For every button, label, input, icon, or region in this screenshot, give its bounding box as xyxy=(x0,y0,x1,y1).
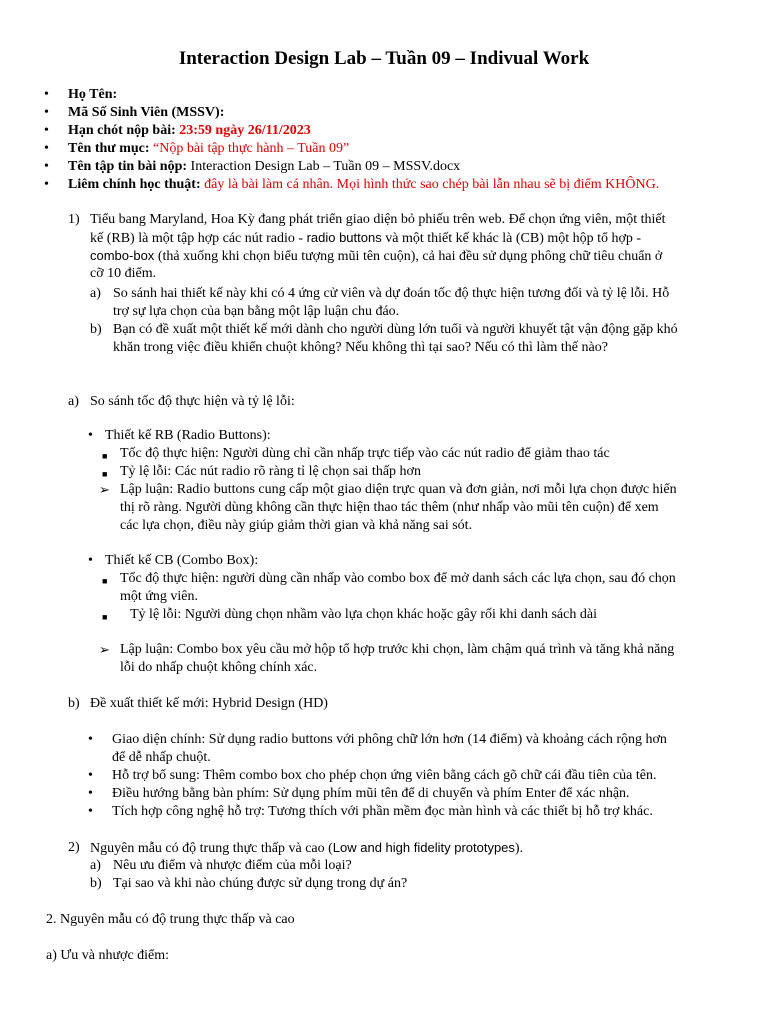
list-item: Lập luận: Combo box yêu cầu mở hộp tổ hợp trước khi chọn, làm chậm quá trình và tăng khả năng xyxy=(120,642,675,657)
question-text xyxy=(90,247,662,266)
question-number: 1) xyxy=(68,212,80,227)
sub-label: a) xyxy=(90,858,101,873)
integrity-line xyxy=(68,176,659,194)
rb-title: Thiết kế RB (Radio Buttons): xyxy=(105,428,271,443)
answer-label: b) xyxy=(68,696,80,711)
folder-label: Tên thư mục: xyxy=(68,141,150,156)
sub-question-text: So sánh hai thiết kế này khi có 4 ứng cử viên và dự đoán tốc độ thực hiện tương đối và tỷ lệ lỗi. Hỗ xyxy=(113,286,670,301)
sub-question-text: khăn trong việc điều khiển chuột không? Nếu không thì tại sao? Nếu có thì làm thế nào? xyxy=(113,340,608,355)
text-span: và một thiết kế khác là (CB) một hộp tổ hợp - xyxy=(381,231,642,246)
file-value: Interaction Design Lab – Tuần 09 – MSSV.docx xyxy=(190,159,461,174)
list-item: để dễ nhấp chuột. xyxy=(112,750,211,765)
page-title: Interaction Design Lab – Tuần 09 – Indivual Work xyxy=(178,48,590,69)
bullet-icon: • xyxy=(88,428,93,443)
bullet-icon: • xyxy=(44,105,49,120)
square-bullet-icon: ■ xyxy=(102,451,108,461)
folder-value: “Nộp bài tập thực hành – Tuần 09” xyxy=(153,141,350,156)
text-span: ). xyxy=(514,841,524,856)
answer-heading: Đề xuất thiết kế mới: Hybrid Design (HD) xyxy=(90,696,328,711)
text-span: radio buttons xyxy=(306,230,382,245)
name-label: Họ Tên: xyxy=(68,87,118,102)
arrow-bullet-icon: ➢ xyxy=(99,642,110,657)
list-item: Điều hướng bằng bàn phím: Sử dụng phím mũi tên để di chuyển và phím Enter để xác nhận. xyxy=(112,786,630,801)
answer-heading: So sánh tốc độ thực hiện và tỷ lệ lỗi: xyxy=(90,394,295,409)
integrity-value: đây là bài làm cá nhân. Mọi hình thức sao chép bài lẫn nhau sẽ bị điểm KHÔNG. xyxy=(204,177,660,192)
list-item: thị rõ ràng. Người dùng không cần thực hiện thao tác thêm (như nhấp vào mũi tên cuộn) để xem xyxy=(120,500,659,515)
bullet-icon: • xyxy=(44,177,49,192)
sub-question-text: Tại sao và khi nào chúng được sử dụng trong dự án? xyxy=(113,876,408,891)
deadline-value: 23:59 ngày 26/11/2023 xyxy=(179,123,311,138)
folder-line xyxy=(68,140,349,158)
bullet-icon: • xyxy=(44,159,49,174)
list-item: Tỷ lệ lỗi: Người dùng chọn nhầm vào lựa chọn khác hoặc gây rối khi danh sách dài xyxy=(130,607,597,622)
bullet-icon: • xyxy=(44,87,49,102)
list-item: Hỗ trợ bổ sung: Thêm combo box cho phép chọn ứng viên bằng cách gõ chữ cái đầu tiên của tên. xyxy=(112,768,657,783)
list-item: lỗi do nhấp chuột không chính xác. xyxy=(120,660,318,675)
list-item: Tỷ lệ lỗi: Các nút radio rõ ràng tỉ lệ chọn sai thấp hơn xyxy=(120,464,421,479)
list-item: một ứng viên. xyxy=(120,589,198,604)
answer-heading: 2. Nguyên mẫu có độ trung thực thấp và cao xyxy=(46,912,295,927)
list-item: Lập luận: Radio buttons cung cấp một giao diện trực quan và đơn giản, nơi mỗi lựa chọn được hiển xyxy=(120,482,677,497)
bullet-icon: • xyxy=(88,804,93,819)
bullet-icon: • xyxy=(88,786,93,801)
question-number: 2) xyxy=(68,840,80,855)
answer-label: a) xyxy=(68,394,79,409)
sub-question-text: Bạn có đề xuất một thiết kế mới dành cho người dùng lớn tuổi và người khuyết tật vận động gặp khó xyxy=(113,322,678,337)
square-bullet-icon: ■ xyxy=(102,576,108,586)
question-text xyxy=(90,229,641,248)
text-span: Low and high fidelity prototypes xyxy=(332,840,515,855)
question-text: Tiểu bang Maryland, Hoa Kỳ đang phát triển giao diện bỏ phiếu trên web. Để chọn ứng viên, một thiết xyxy=(90,212,666,227)
bullet-icon: • xyxy=(44,141,49,156)
question-text xyxy=(90,839,523,858)
list-item: Giao diện chính: Sử dụng radio buttons với phông chữ lớn hơn (14 điểm) và khoảng cách rộng hơn xyxy=(112,732,667,747)
square-bullet-icon: ■ xyxy=(102,469,108,479)
deadline-label: Hạn chót nộp bài: xyxy=(68,123,176,138)
sub-label: a) xyxy=(90,286,101,301)
bullet-icon: • xyxy=(44,123,49,138)
square-bullet-icon: ■ xyxy=(102,612,108,622)
bullet-icon: • xyxy=(88,732,93,747)
text-span: combo-box xyxy=(90,248,155,263)
question-text: cỡ 10 điểm. xyxy=(90,266,157,281)
text-span: (thả xuống khi chọn biểu tượng mũi tên cuộn), cả hai đều sử dụng phông chữ tiêu chuẩn ở xyxy=(154,249,663,264)
sub-question-text: trợ sự lựa chọn của bạn bằng một lập luận chu đáo. xyxy=(113,304,400,319)
answer-subheading: a) Ưu và nhược điểm: xyxy=(46,948,170,963)
sub-question-text: Nêu ưu điểm và nhược điểm của mỗi loại? xyxy=(113,858,352,873)
bullet-icon: • xyxy=(88,768,93,783)
list-item: các lựa chọn, điều này giúp giảm thời gian và khả năng sai sót. xyxy=(120,518,473,533)
sub-label: b) xyxy=(90,322,102,337)
list-item: Tốc độ thực hiện: Người dùng chỉ cần nhấp trực tiếp vào các nút radio để giảm thao tác xyxy=(120,446,610,461)
text-span: Nguyên mẫu có độ trung thực thấp và cao ( xyxy=(90,841,333,856)
file-label: Tên tập tin bài nộp: xyxy=(68,159,188,174)
cb-title: Thiết kế CB (Combo Box): xyxy=(105,553,259,568)
text-span: kế (RB) là một tập hợp các nút radio - xyxy=(90,231,307,246)
mssv-label: Mã Số Sinh Viên (MSSV): xyxy=(68,105,225,120)
integrity-label: Liêm chính học thuật: xyxy=(68,177,201,192)
bullet-icon: • xyxy=(88,553,93,568)
list-item: Tích hợp công nghệ hỗ trợ: Tương thích với phần mềm đọc màn hình và các thiết bị hỗ trợ khác. xyxy=(112,804,653,819)
sub-label: b) xyxy=(90,876,102,891)
file-line xyxy=(68,158,460,176)
arrow-bullet-icon: ➢ xyxy=(99,482,110,497)
list-item: Tốc độ thực hiện: người dùng cần nhấp vào combo box để mở danh sách các lựa chọn, sau đó chọn xyxy=(120,571,676,586)
deadline-line xyxy=(68,122,311,140)
